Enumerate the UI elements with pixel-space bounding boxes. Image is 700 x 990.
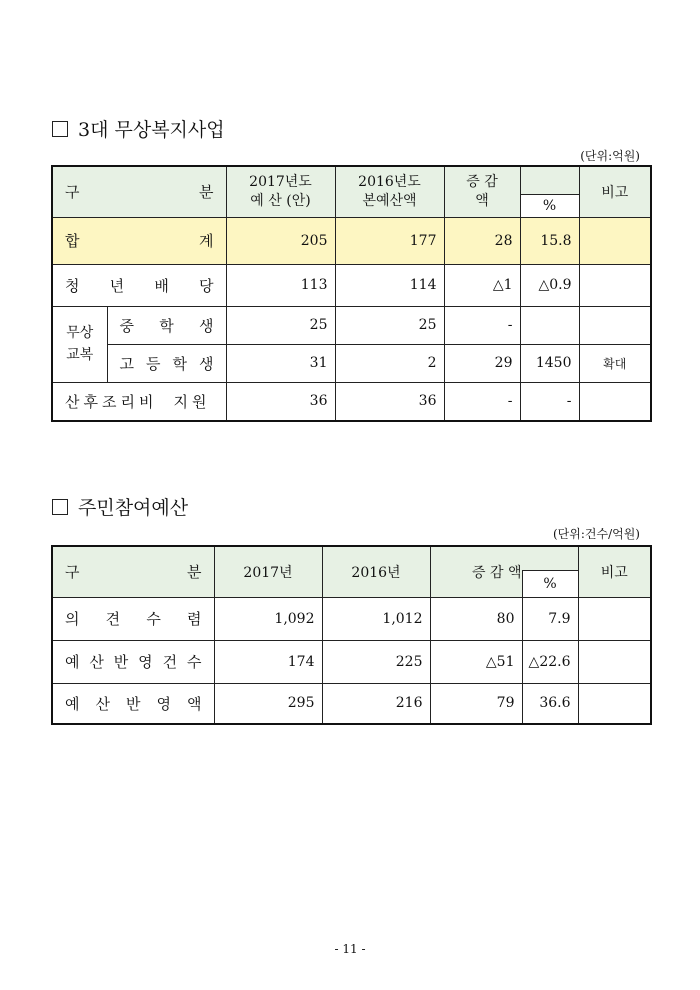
table-row-high-school: 고 등 학 생 31 2 29 1450 확대	[52, 344, 651, 382]
section2-heading	[52, 493, 188, 520]
table-row-postnatal: 산후조리비 지원 36 36 - -	[52, 382, 651, 421]
section2-table	[51, 545, 652, 725]
table-row-opinions: 의 견 수 렴 1,092 1,012 80 7.9	[52, 597, 651, 640]
section1-unit: (단위:억원)	[580, 149, 640, 163]
table-row-total: 합 계 205 177 28 15.8	[52, 217, 651, 264]
section2-unit: (단위:건수/억원)	[552, 527, 640, 541]
header-percent: %	[520, 194, 579, 217]
header-category: 구 분	[52, 166, 226, 217]
header-change-top-right	[522, 546, 578, 570]
section1-title: 3대 무상복지사업	[78, 119, 225, 141]
checkbox-square-icon	[52, 121, 68, 137]
header-change-top-right	[520, 166, 579, 194]
section2-title: 주민참여예산	[78, 497, 189, 519]
header-2017: 2017년도 예 산 (안)	[226, 166, 335, 217]
section1-heading	[52, 115, 225, 142]
header-note: 비고	[579, 166, 651, 217]
table-row-reflected-count: 예 산 반 영 건 수 174 225 △51 △22.6	[52, 640, 651, 683]
table-row-middle-school: 무상 교복 중 학 생 25 25 -	[52, 306, 651, 344]
header-change: 증 감 액	[444, 166, 520, 217]
header-2016: 2016년도 본예산액	[335, 166, 444, 217]
header-2017: 2017년	[214, 546, 322, 597]
page-number: - 11 -	[334, 942, 366, 956]
checkbox-square-icon	[52, 499, 68, 515]
header-2016: 2016년	[322, 546, 430, 597]
table-row-reflected-amount: 예 산 반 영 액 295 216 79 36.6	[52, 683, 651, 724]
header-percent: %	[522, 570, 578, 597]
header-category: 구 분	[52, 546, 214, 597]
header-note: 비고	[578, 546, 651, 597]
section1-table	[51, 165, 652, 422]
group-label: 무상 교복	[52, 306, 107, 382]
header-change: 증 감 액	[430, 546, 522, 597]
table-row-youth: 청 년 배 당 113 114 △1 △0.9	[52, 264, 651, 306]
